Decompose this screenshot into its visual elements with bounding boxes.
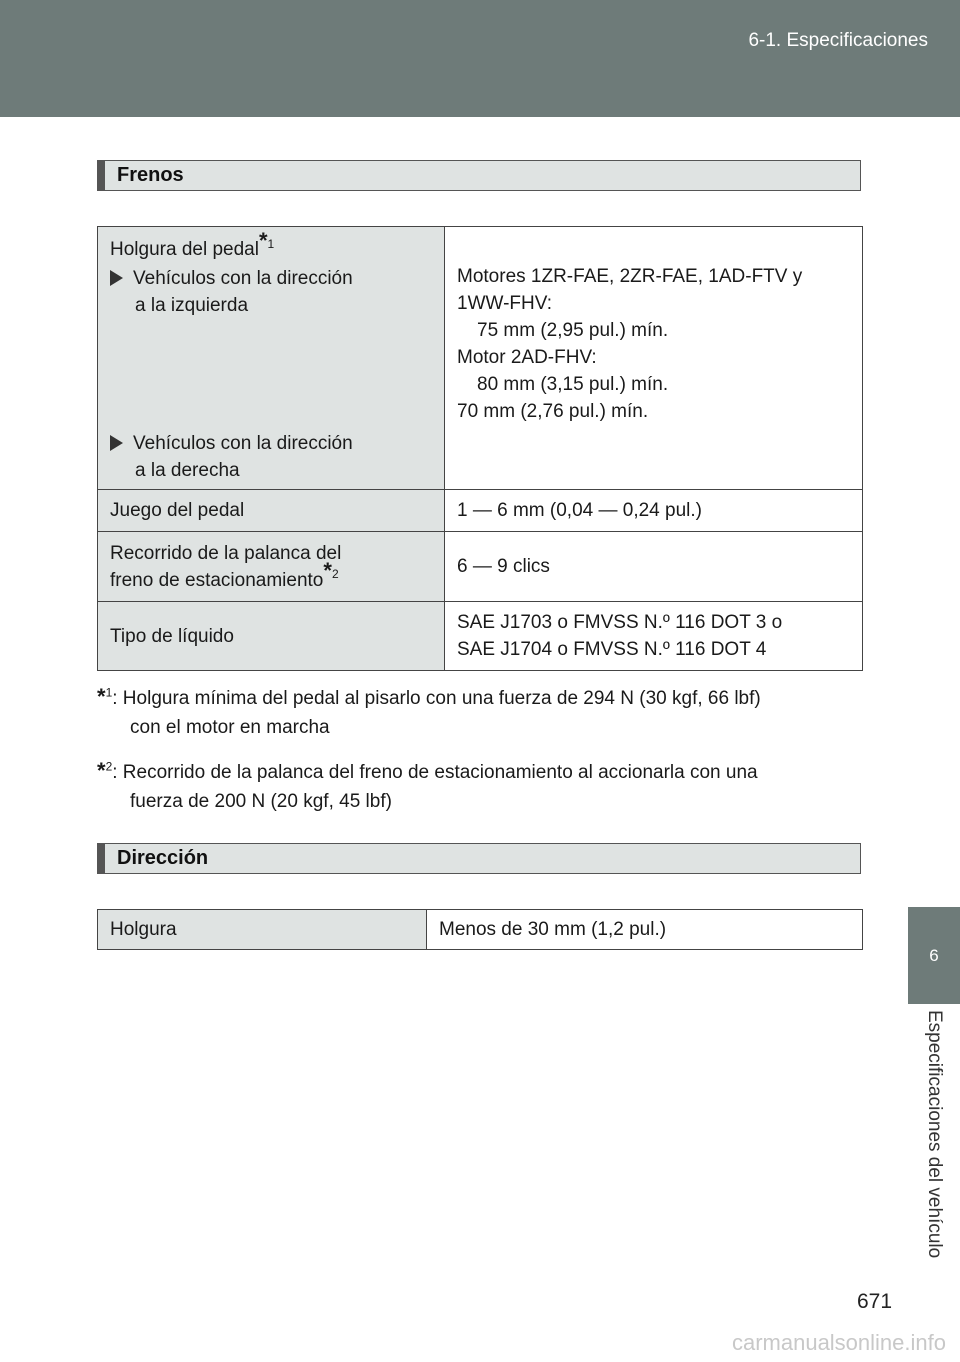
direccion-table xyxy=(97,909,863,950)
table-row xyxy=(98,910,863,950)
rhd-item: Vehículos con la dirección a la derecha xyxy=(110,430,432,484)
chapter-tab-number: 6 xyxy=(908,907,960,1004)
direccion-holgura-value: Menos de 30 mm (1,2 pul.) xyxy=(427,910,863,950)
arrow-right-icon xyxy=(110,270,123,286)
section-title-direccion: Dirección xyxy=(97,843,861,874)
page-number: 671 xyxy=(857,1290,893,1313)
frenos-table xyxy=(97,226,863,671)
tipo-value-cell: SAE J1703 o FMVSS N.º 116 DOT 3 o SAE J1704 o FMVSS N.º 116 DOT 4 xyxy=(445,602,863,671)
holgura-value-cell: Motores 1ZR-FAE, 2ZR-FAE, 1AD-FTV y 1WW-FHV: 75 mm (2,95 pul.) mín. Motor 2AD-FHV: 80 mm (3,15 pul.) mín. 70 mm (2,76 pul.) mín. xyxy=(445,227,863,490)
footnote-2: *$^2$: Recorrido de la palanca del freno de estacionamiento al accionarla con una fuerza de 200 N (20 kgf, 45 lbf) xyxy=(97,758,758,812)
table-row xyxy=(98,602,863,671)
holgura-label-cell: Holgura del pedal$^{*1}$ Vehículos con la dirección a la izquierda Vehículos con la dirección a la derecha xyxy=(98,227,445,490)
table-row xyxy=(98,532,863,602)
watermark: carmanualsonline.info xyxy=(731,1330,946,1355)
juego-label: Juego del pedal xyxy=(98,490,445,532)
lhd-item: Vehículos con la dirección a la izquierda xyxy=(110,265,432,319)
recorrido-value: 6 — 9 clics xyxy=(445,532,863,602)
direccion-holgura-label: Holgura xyxy=(98,910,427,950)
header-bar xyxy=(0,0,960,117)
arrow-right-icon xyxy=(110,435,123,451)
tipo-label: Tipo de líquido xyxy=(98,602,445,671)
section-title-frenos: Frenos xyxy=(97,160,861,191)
chapter-tab-label: Especificaciones del vehículo xyxy=(924,1010,945,1259)
recorrido-label-cell: Recorrido de la palanca del freno de estacionamiento$^{*2}$ xyxy=(98,532,445,602)
table-row xyxy=(98,490,863,532)
juego-value: 1 — 6 mm (0,04 — 0,24 pul.) xyxy=(445,490,863,532)
table-row xyxy=(98,227,863,490)
section-header: 6-1. Especificaciones xyxy=(748,30,928,51)
footnote-1: *$^1$: Holgura mínima del pedal al pisarlo con una fuerza de 294 N (30 kgf, 66 lbf) con el motor en marcha xyxy=(97,684,761,738)
